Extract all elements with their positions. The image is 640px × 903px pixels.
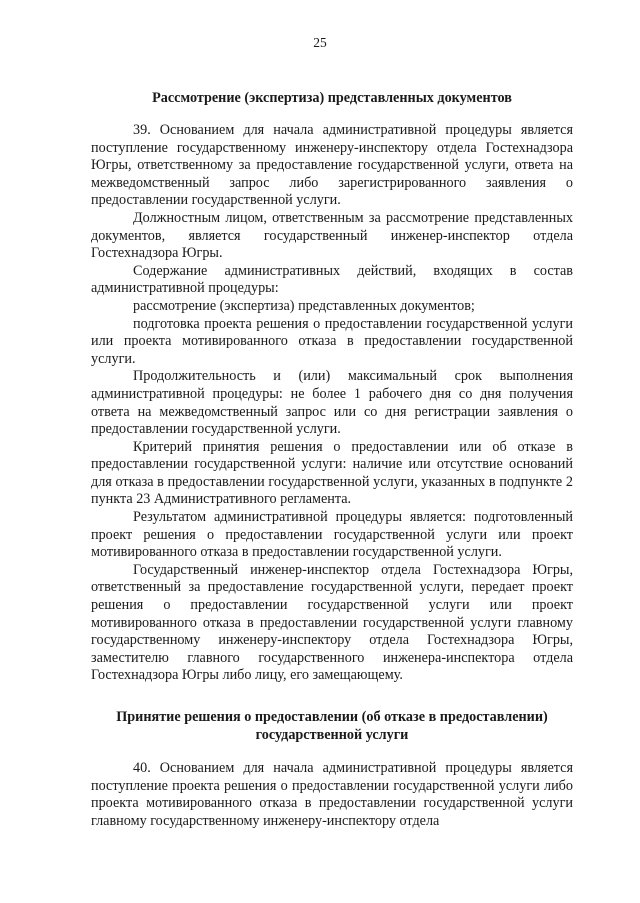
paragraph-40: 40. Основанием для начала административной процедуры является поступление проекта решения о предоставлении государственной услуги либо проекта мотивированного отказа в предоставлении государственной услуги главному государственному инженеру-инспектору отдела bbox=[91, 760, 573, 829]
section-title-line1: Принятие решения о предоставлении (об отказе в предоставлении) bbox=[116, 709, 548, 725]
paragraph-responsible-official: Должностным лицом, ответственным за рассмотрение представленных документов, является государственный инженер-инспектор отдела Гостехнадзора Югры. bbox=[91, 209, 573, 262]
section-heading-review bbox=[91, 90, 573, 108]
paragraph-duration: Продолжительность и (или) максимальный срок выполнения административной процедуры: не более 1 рабочего дня со дня получения ответа на межведомственный запрос или со дня регистрации заявления о предоставлении государственной услуги. bbox=[91, 368, 573, 438]
paragraph-result: Результатом административной процедуры является: подготовленный проект решения о предоставлении государственной услуги или проект мотивированного отказа в предоставлении государственной услуги. bbox=[91, 509, 573, 561]
section-heading-decision bbox=[91, 709, 573, 744]
paragraph-actions-intro: Содержание административных действий, входящих в состав административной процедуры: bbox=[91, 262, 573, 297]
paragraph-action-review: рассмотрение (экспертиза) представленных документов; bbox=[133, 297, 475, 314]
section-title: Рассмотрение (экспертиза) представленных документов bbox=[152, 90, 512, 106]
section-title-line2: государственной услуги bbox=[255, 726, 409, 743]
paragraph-39: 39. Основанием для начала административной процедуры является поступление государственному инженеру-инспектору отдела Гостехнадзора Югры, ответственному за предоставление государственной услуги, ответа на межведомственный запрос либо зарегистрированного заявления о предоставлении государственной услуги. bbox=[91, 122, 573, 209]
paragraph-criterion: Критерий принятия решения о предоставлении или об отказе в предоставлении государственной услуги: наличие или отсутствие оснований для отказа в предоставлении государственной услуги, указанных в подпункте 2 пункта 23 Административного регламента. bbox=[91, 438, 573, 508]
page-number: 25 bbox=[313, 35, 327, 50]
section-body-decision bbox=[91, 760, 573, 830]
section-body-review bbox=[91, 122, 573, 685]
paragraph-transfer: Государственный инженер-инспектор отдела Гостехнадзора Югры, ответственный за предоставление государственной услуги, передает проект решения о предоставлении государственной услуги или проект мотивированного отказа в предоставлении государственной услуги главному государственному инженеру-инспектору отдела Гостехнадзора Югры, заместителю главного государственного инженера-инспектора отдела Гостехнадзора Югры либо лицу, его замещающему. bbox=[91, 561, 573, 684]
paragraph-action-draft: подготовка проекта решения о предоставлении государственной услуги или проекта мотивированного отказа в предоставлении государственной услуги. bbox=[91, 315, 573, 367]
